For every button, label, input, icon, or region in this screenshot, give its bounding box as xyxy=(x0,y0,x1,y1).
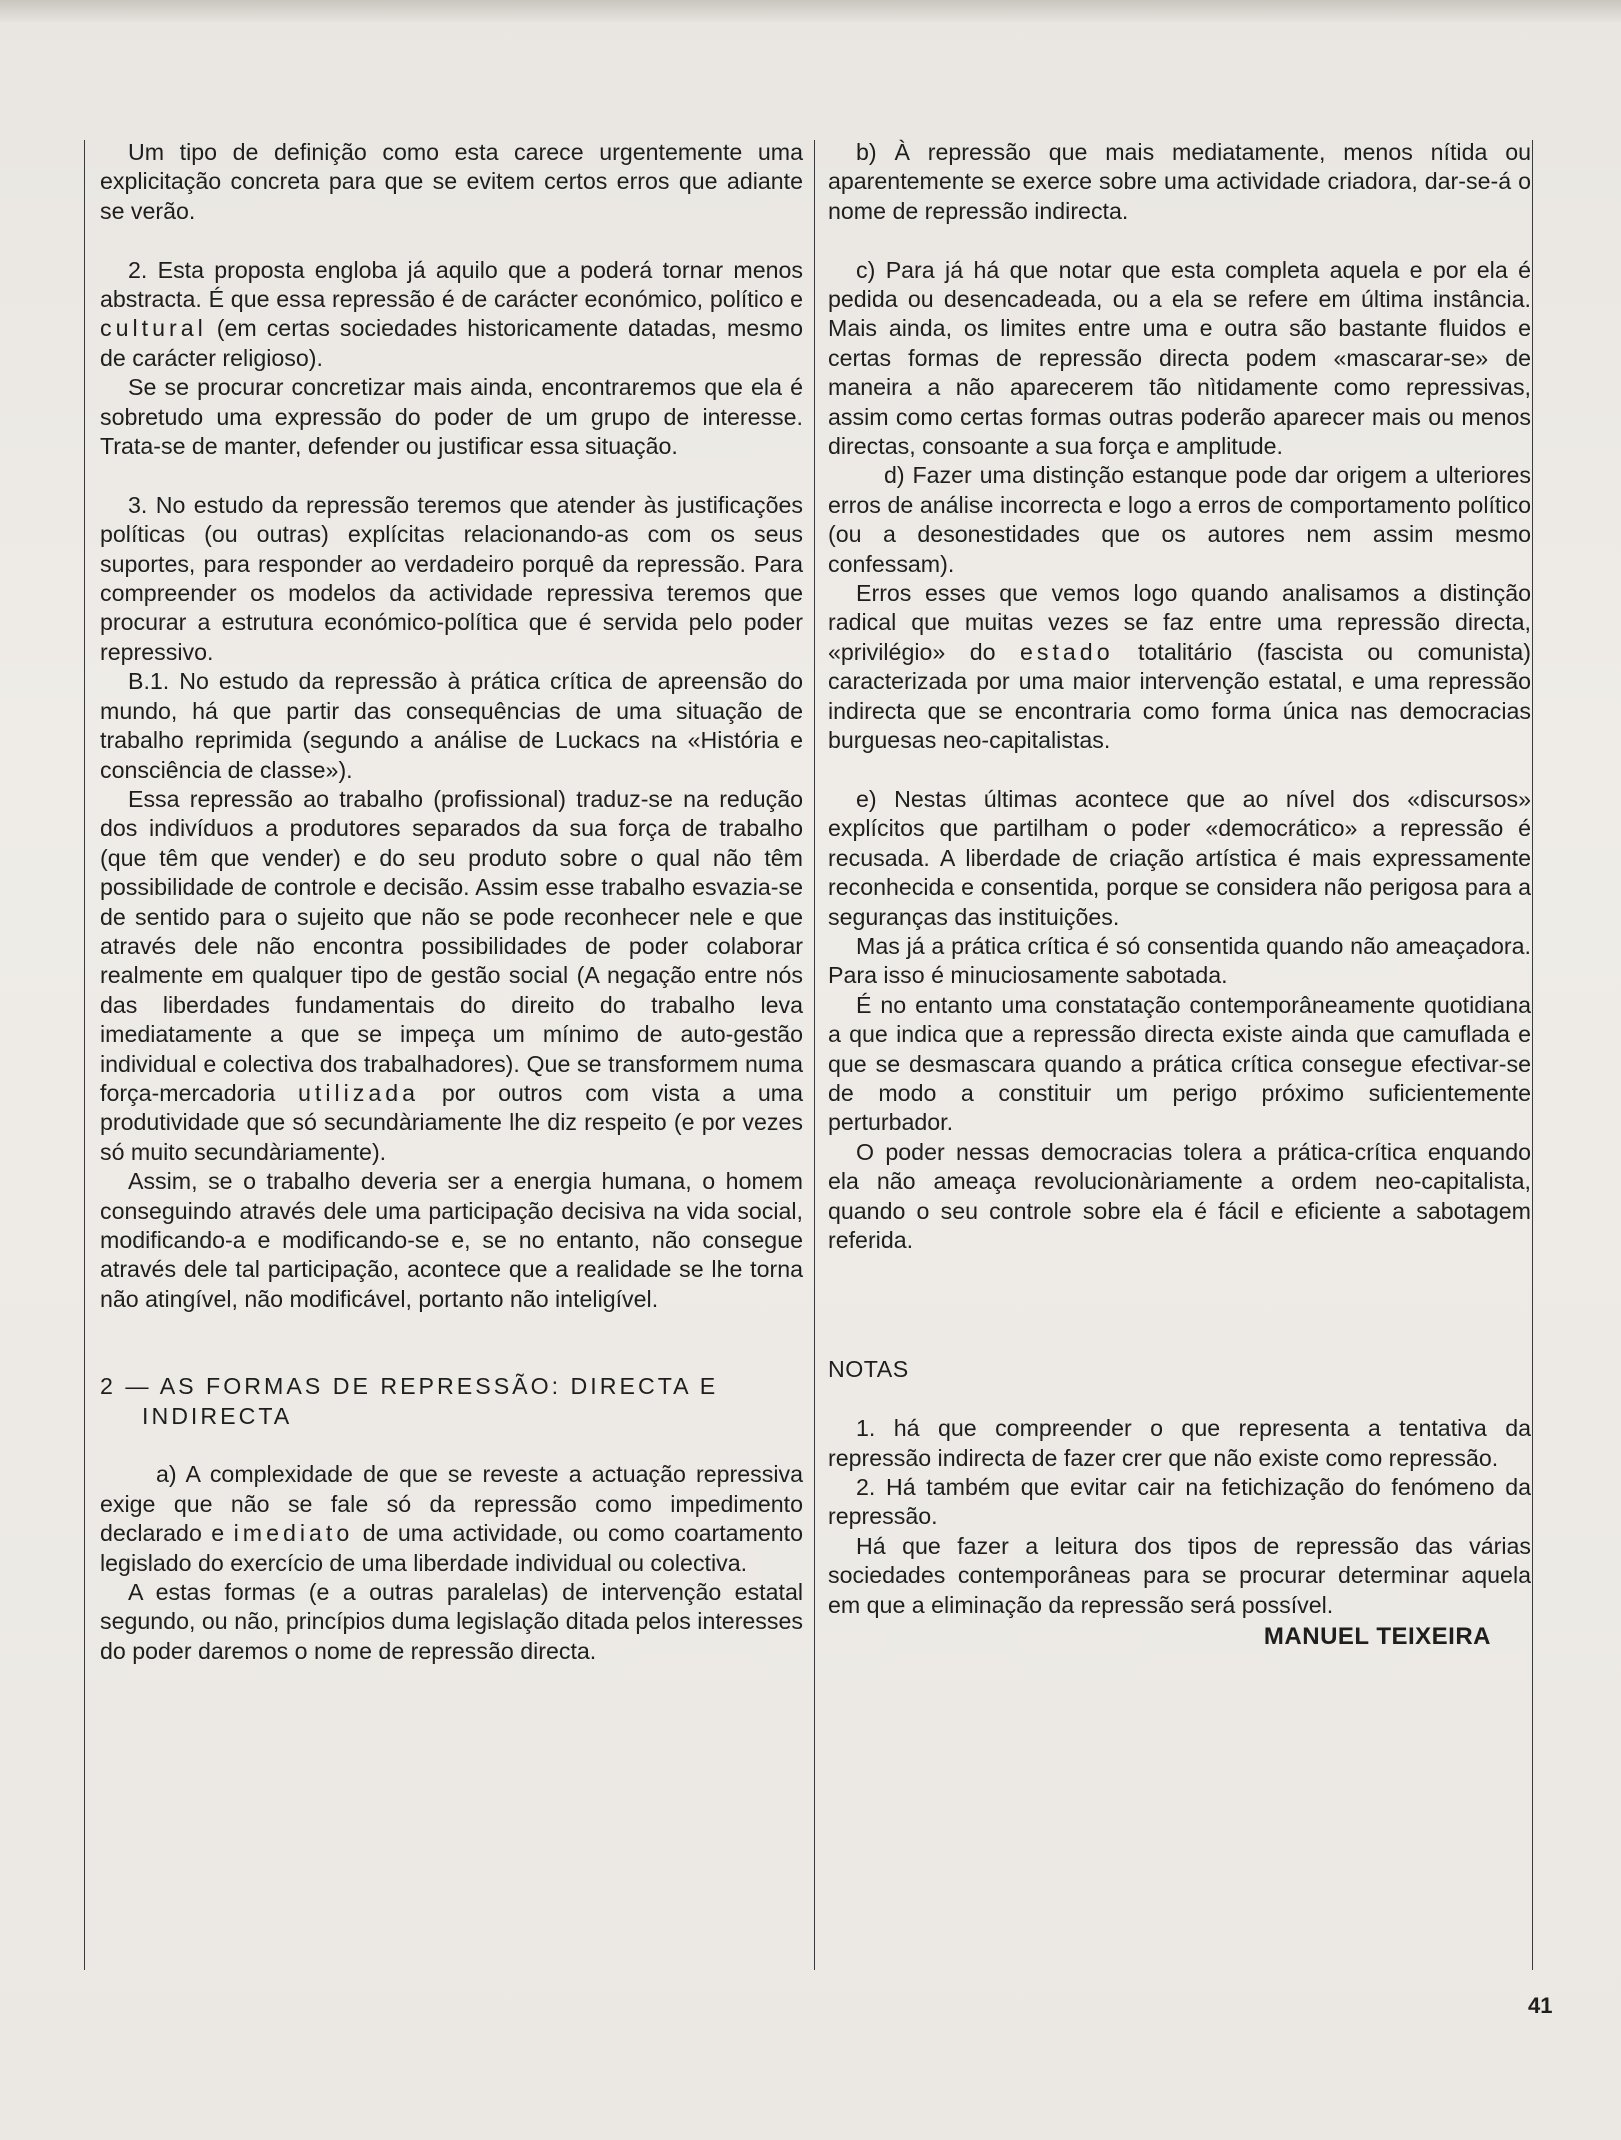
note-item: 2. Há também que evitar cair na fetichização do fenómeno da repressão. xyxy=(828,1474,1531,1530)
paragraph: e) Nestas últimas acontece que ao nível dos «discursos» explícitos que partilham o poder «democrático» a repressão é recusada. A liberdade de criação artística é mais expressamente reconhecida e consentida, porque se considera não perigosa para a seguranças das instituições. xyxy=(828,785,1531,930)
left-column-rule xyxy=(84,140,85,1970)
paragraph: a) A complexidade de que se reveste a actuação repressiva exige que não se fale só da repressão como impedimento declarado e imediato de uma actividade, ou como coartamento legislado do exercício de uma liberdade individual ou colectiva. xyxy=(100,1461,803,1576)
paragraph: Assim, se o trabalho deveria ser a energia humana, o homem conseguindo através dele uma participação decisiva na vida social, modificando-a e modificando-se e, se no entanto, não consegue através dele tal participação, acontece que a realidade se lhe torna não atingível, não modificável, portanto não inteligível. xyxy=(100,1168,803,1312)
note-item: Há que fazer a leitura dos tipos de repressão das várias sociedades contemporâneas para se procurar determinar aquela em que a eliminação da repressão será possível. xyxy=(828,1532,1531,1618)
paragraph: 3. No estudo da repressão teremos que atender às justificações políticas (ou outras) explícitas relacionando-as com os seus suportes, para responder ao verdadeiro porquê da repressão. Para compreender os modelos da actividade repressiva teremos que procurar a estrutura económico-política que é servida pelo poder repressivo. xyxy=(100,491,803,665)
right-column-rule xyxy=(1532,140,1533,1970)
paragraph: A estas formas (e a outras paralelas) de intervenção estatal segundo, ou não, princípios duma legislação ditada pelos interesses do poder daremos o nome de repressão directa. xyxy=(100,1579,803,1664)
paragraph: Erros esses que vemos logo quando analisamos a distinção radical que muitas vezes se faz entre uma repressão directa, «privilégio» do estado totalitário (fascista ou comunista) caracterizada por uma maior intervenção estatal, e uma repressão indirecta que se encontraria como forma única nas democracias burguesas neo-capitalistas. xyxy=(828,580,1531,754)
paragraph: O poder nessas democracias tolera a prática-crítica enquando ela não ameaça revolucionàriamente a ordem neo-capitalista, quando o seu controle sobre ela é fácil e eficiente a sabotagem referida. xyxy=(828,1138,1531,1253)
right-column xyxy=(828,138,1531,1651)
author-name: MANUEL TEIXEIRA xyxy=(1263,1623,1491,1651)
paragraph: c) Para já há que notar que esta completa aquela e por ela é pedida ou desencadeada, ou a ela se refere em última instância. Mais ainda, os limites entre uma e outra são bastante fluidos e certas formas de repressão directa podem «mascarar-se» de maneira a não aparecerem tão nìtidamente como repressivas, assim como certas formas outras poderão aparecer mais ou menos directas, consoante a sua força e amplitude. xyxy=(828,256,1531,460)
paragraph: Essa repressão ao trabalho (profissional) traduz-se na redução dos indivíduos a produtores separados da sua força de trabalho (que têm que vender) e do seu produto sobre o qual não têm possibilidade de controle e decisão. Assim esse trabalho esvazia-se de sentido para o sujeito que não se pode reconhecer nele e que através dele não encontra possibilidades de poder colaborar realmente em qualquer tipo de gestão social (A negação entre nós das liberdades fundamentais do direito do trabalho leva imediatamente a que se impeça um mínimo de auto-gestão individual e colectiva dos trabalhadores). Que se transformem numa força-mercadoria utilizada por outros com vista a uma produtividade que só secundàriamente lhe diz respeito (e por vezes só muito secundàriamente). xyxy=(100,785,803,1165)
notes-heading: NOTAS xyxy=(828,1356,909,1383)
left-column xyxy=(100,138,803,1666)
section-heading: 2 — AS FORMAS DE REPRESSÃO: DIRECTA E INDIRECTA xyxy=(100,1373,719,1429)
paragraph: Um tipo de definição como esta carece urgentemente uma explicitação concreta para que se evitem certos erros que adiante se verão. xyxy=(100,139,803,224)
paragraph: É no entanto uma constatação contemporâneamente quotidiana a que indica que a repressão directa existe ainda que camuflada e que se desmascara quando a prática crítica consegue efectivar-se de modo a constituir um perigo próximo suficientemente perturbador. xyxy=(828,991,1531,1136)
paragraph: B.1. No estudo da repressão à prática crítica de apreensão do mundo, há que partir das consequências de uma situação de trabalho reprimida (segundo a análise de Luckacs na «História e consciência de classe»). xyxy=(100,668,803,783)
paragraph: b) À repressão que mais mediatamente, menos nítida ou aparentemente se exerce sobre uma actividade criadora, dar-se-á o nome de repressão indirecta. xyxy=(828,139,1531,224)
paragraph: Mas já a prática crítica é só consentida quando não ameaçadora. Para isso é minuciosamente sabotada. xyxy=(828,932,1531,989)
page-number: 41 xyxy=(1528,1993,1553,2018)
note-item: 1. há que compreender o que representa a tentativa da repressão indirecta de fazer crer que não existe como repressão. xyxy=(828,1415,1531,1471)
paragraph: d) Fazer uma distinção estanque pode dar origem a ulteriores erros de análise incorrecta e logo a erros de comportamento político (ou a desonestidades que os autores nem assim mesmo confessam). xyxy=(828,462,1531,577)
column-divider xyxy=(814,140,815,1970)
paragraph: Se se procurar concretizar mais ainda, encontraremos que ela é sobretudo uma expressão do poder de um grupo de interesse. Trata-se de manter, defender ou justificar essa situação. xyxy=(100,374,803,460)
paragraph: 2. Esta proposta engloba já aquilo que a poderá tornar menos abstracta. É que essa repressão é de carácter económico, político e cultural (em certas sociedades historicamente datadas, mesmo de carácter religioso). xyxy=(100,256,803,371)
page-top-edge xyxy=(0,0,1621,22)
